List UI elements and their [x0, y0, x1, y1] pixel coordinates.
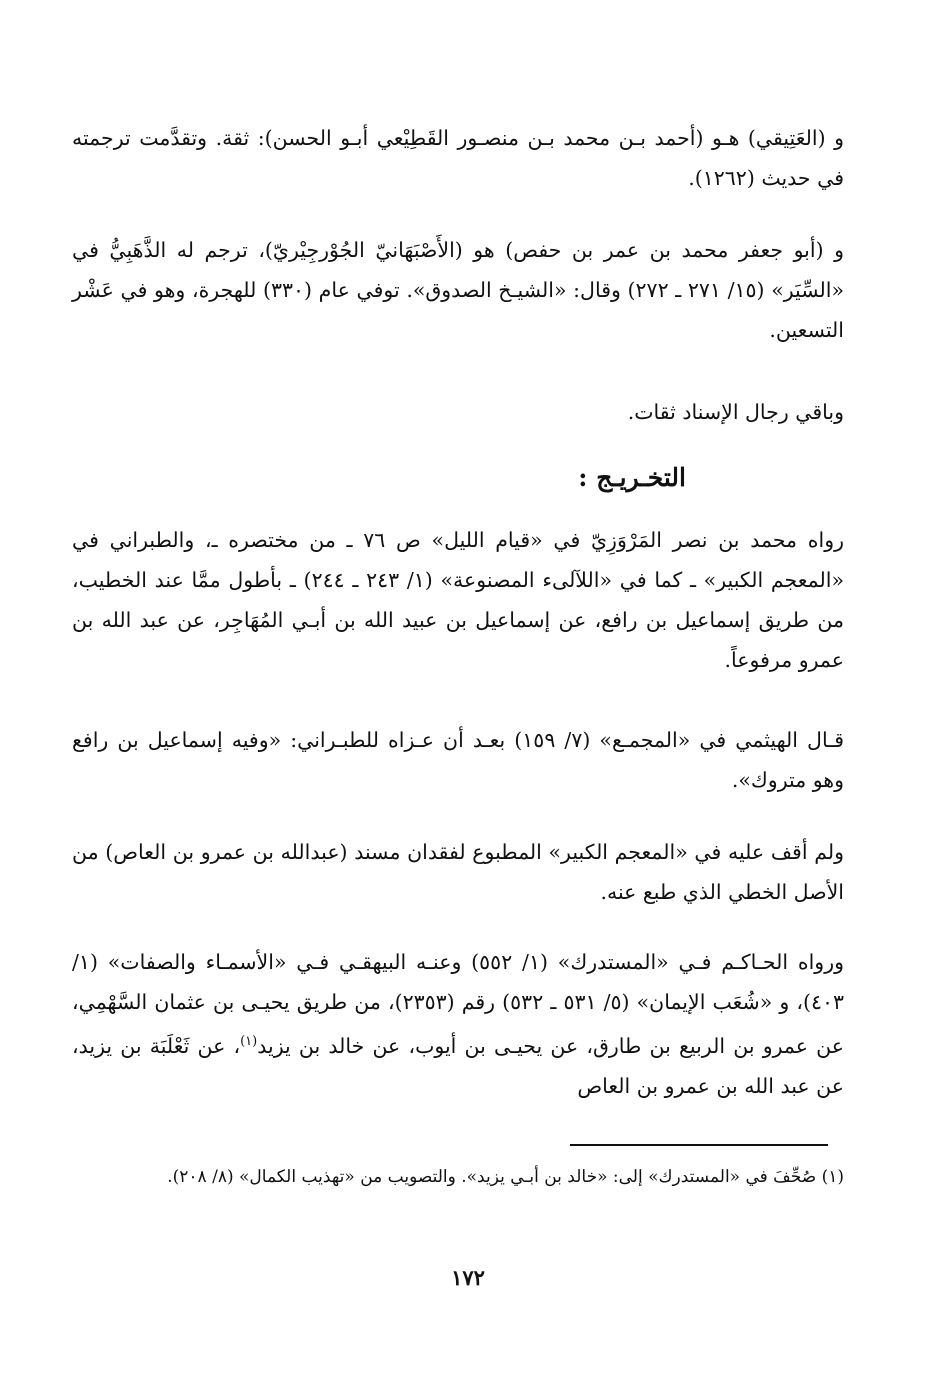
paragraph-text: ولم أقف عليه في «المعجم الكبير» المطبوع لفقدان مسند (عبدالله بن عمرو بن العاص) من الأصل الخطي الذي طبع عنه.: [72, 840, 844, 904]
footnote-reference[interactable]: (١): [240, 1034, 258, 1049]
footnote-text: (١) صُحِّفَ في «المستدرك» إلى: «خالد بن أبـي يزيد». والتصويب من «تهذيب الكمال» (٨/ ٢٠٨).: [167, 1167, 844, 1187]
paragraph-text: قـال الهيثمي في «المجمـع» (٧/ ١٥٩) بعـد أن عـزاه للطبـراني: «وفيه إسماعيل بن رافع وهو متروك».: [72, 728, 845, 792]
page-number: ١٧٢: [451, 1265, 485, 1290]
paragraph-text-part: ورواه الحـاكـم فـي «المستدرك» (١/ ٥٥٢) وعنـه البيهقـي فـي «الأسمـاء والصفات» (١/ ٤٠٣)، و «شُعَب الإيمان» (٥/ ٥٣١ ـ ٥٣٢) رقم (٢٣٥٣)، من طريق يحيـى بن عثمان السَّهْمِي، عن عمرو بن الربيع بن طارق، عن يحيـى بن أيوب، عن خالد بن يزيد: [72, 950, 845, 1058]
paragraph-atiqi: [72, 118, 844, 198]
paragraph-text: وباقي رجال الإسناد ثقات.: [627, 400, 844, 424]
paragraph-text: و (أبو جعفر محمد بن عمر بن حفص) هو (الأَصْبَهَانيّ الجُوْرجِيْريّ)، ترجم له الذَّهَبِيُّ في «السِّيَر» (١٥/ ٢٧١ ـ ٢٧٢) وقال: «الشيـخ الصدوق». توفي عام (٣٣٠) للهجرة، وهو في عَشْر التسعين.: [72, 238, 845, 342]
paragraph-not-found: [72, 832, 844, 912]
paragraph-text: و (العَتِيقي) هـو (أحمد بـن محمد بـن منصـور القَطِيْعي أبـو الحسن): ثقة. وتقدَّمت ترجمته في حديث (١٢٦٢).: [72, 126, 844, 190]
footnote: [72, 1160, 844, 1194]
paragraph-haythami: [72, 720, 844, 800]
paragraph-text-part: ، عن ثَعْلَبَة بن يزيد، عن عبد الله بن عمرو بن العاص: [72, 1033, 844, 1098]
paragraph-abu-jafar: [72, 230, 844, 350]
paragraph-marwazi: [72, 520, 844, 680]
paragraph-text: [72, 942, 844, 1106]
paragraph-hakim: [72, 942, 844, 1106]
section-heading-takhrij: التخـريـج :: [578, 463, 686, 492]
paragraph-text: رواه محمد بن نصر المَرْوَزِيّ في «قيام الليل» ص ٧٦ ـ من مختصره ـ، والطبراني في «المعجم الكبير» ـ كما في «اللآلىء المصنوعة» (١/ ٢٤٣ ـ ٢٤٤) ـ بأطول ممَّا عند الخطيب، من طريق إسماعيل بن رافع، عن إسماعيل بن عبيد الله بن أبـي المُهَاجِر، عن عبد الله بن عمرو مرفوعاً.: [72, 528, 844, 672]
footnote-separator: [570, 1144, 828, 1146]
paragraph-remaining-narrators: [72, 392, 844, 432]
